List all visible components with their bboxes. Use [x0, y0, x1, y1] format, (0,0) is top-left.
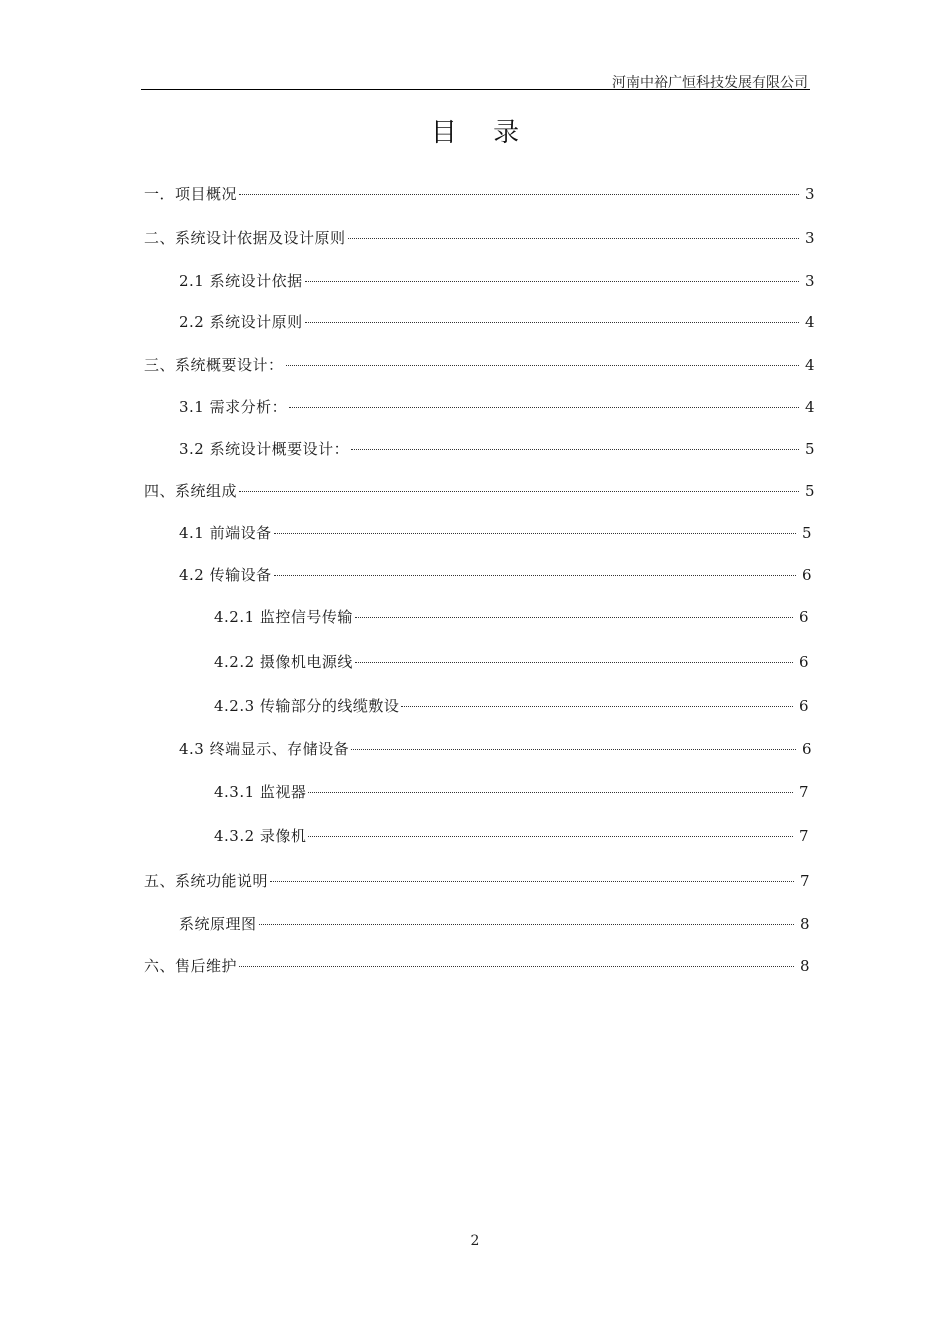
toc-entry-label: 系统原理图 [179, 915, 257, 933]
toc-entry[interactable] [214, 607, 809, 627]
toc-entry-page: 6 [798, 653, 809, 671]
toc-entry[interactable] [144, 956, 810, 976]
toc-entry[interactable] [179, 914, 810, 934]
toc-entry[interactable] [179, 565, 812, 585]
dot-leader [348, 238, 799, 239]
dot-leader [286, 365, 799, 366]
toc-entry[interactable] [144, 871, 810, 891]
toc-entry-page: 3 [804, 229, 815, 247]
dot-leader [308, 792, 793, 793]
toc-entry[interactable] [179, 397, 815, 417]
toc-entry-page: 7 [799, 872, 810, 890]
toc-entry-label: 四、系统组成 [144, 482, 238, 500]
dot-leader [305, 322, 799, 323]
toc-entry-label: 一．项目概况 [144, 185, 238, 203]
toc-entry-label: 4.2.3 传输部分的线缆敷设 [214, 697, 400, 715]
toc-entry-page: 8 [799, 957, 810, 975]
dot-leader [289, 407, 799, 408]
toc-entry-label: 六、售后维护 [144, 957, 238, 975]
toc-entry-page: 7 [798, 827, 809, 845]
toc-entry-label: 五、系统功能说明 [144, 872, 269, 890]
toc-entry[interactable] [179, 312, 815, 332]
toc-entry-page: 5 [804, 440, 815, 458]
toc-entry-label: 4.3 终端显示、存储设备 [179, 740, 350, 758]
toc-entry-page: 8 [799, 915, 810, 933]
dot-leader [401, 706, 793, 707]
toc-entry[interactable] [144, 228, 815, 248]
toc-entry[interactable] [144, 355, 815, 375]
dot-leader [239, 491, 799, 492]
dot-leader [355, 662, 793, 663]
toc-entry[interactable] [179, 523, 812, 543]
toc-entry[interactable] [214, 782, 809, 802]
toc-entry[interactable] [144, 184, 815, 204]
toc-entry-label: 2.1 系统设计依据 [179, 272, 303, 290]
toc-entry-page: 4 [804, 313, 815, 331]
toc-entry[interactable] [214, 652, 809, 672]
toc-entry-page: 4 [804, 398, 815, 416]
toc-entry-label: 4.3.1 监视器 [214, 783, 307, 801]
toc-entry-page: 6 [801, 740, 812, 758]
toc-entry-label: 三、系统概要设计： [144, 356, 284, 374]
toc-entry-label: 4.1 前端设备 [179, 524, 272, 542]
toc-entry-label: 4.3.2 录像机 [214, 827, 307, 845]
toc-entry-page: 6 [798, 697, 809, 715]
toc-entry-page: 5 [801, 524, 812, 542]
dot-leader [274, 533, 796, 534]
toc-entry[interactable] [214, 696, 809, 716]
toc-entry[interactable] [214, 826, 809, 846]
toc-entry-label: 4.2 传输设备 [179, 566, 272, 584]
dot-leader [259, 924, 794, 925]
dot-leader [239, 194, 799, 195]
toc-entry-page: 5 [804, 482, 815, 500]
dot-leader [239, 966, 794, 967]
dot-leader [308, 836, 793, 837]
toc-entry-label: 3.1 需求分析： [179, 398, 288, 416]
toc-entry-label: 4.2.2 摄像机电源线 [214, 653, 353, 671]
toc-entry-page: 3 [804, 272, 815, 290]
toc-entry-page: 3 [804, 185, 815, 203]
toc-entry-page: 6 [801, 566, 812, 584]
dot-leader [274, 575, 796, 576]
toc-entry[interactable] [179, 439, 815, 459]
toc-entry[interactable] [179, 739, 812, 759]
dot-leader [270, 881, 794, 882]
toc-entry-page: 7 [798, 783, 809, 801]
company-name: 河南中裕广恒科技发展有限公司 [612, 75, 808, 91]
dot-leader [355, 617, 793, 618]
dot-leader [351, 449, 799, 450]
toc-entry-label: 二、系统设计依据及设计原则 [144, 229, 346, 247]
dot-leader [305, 281, 799, 282]
toc-entry-label: 3.2 系统设计概要设计： [179, 440, 350, 458]
toc-entry[interactable] [179, 271, 815, 291]
page-number: 2 [470, 1233, 480, 1249]
dot-leader [351, 749, 796, 750]
toc-entry-label: 2.2 系统设计原则 [179, 313, 303, 331]
toc-entry-page: 6 [798, 608, 809, 626]
toc-entry-page: 4 [804, 356, 815, 374]
page-title: 目 录 [430, 118, 534, 148]
toc-entry-label: 4.2.1 监控信号传输 [214, 608, 353, 626]
toc-entry[interactable] [144, 481, 815, 501]
